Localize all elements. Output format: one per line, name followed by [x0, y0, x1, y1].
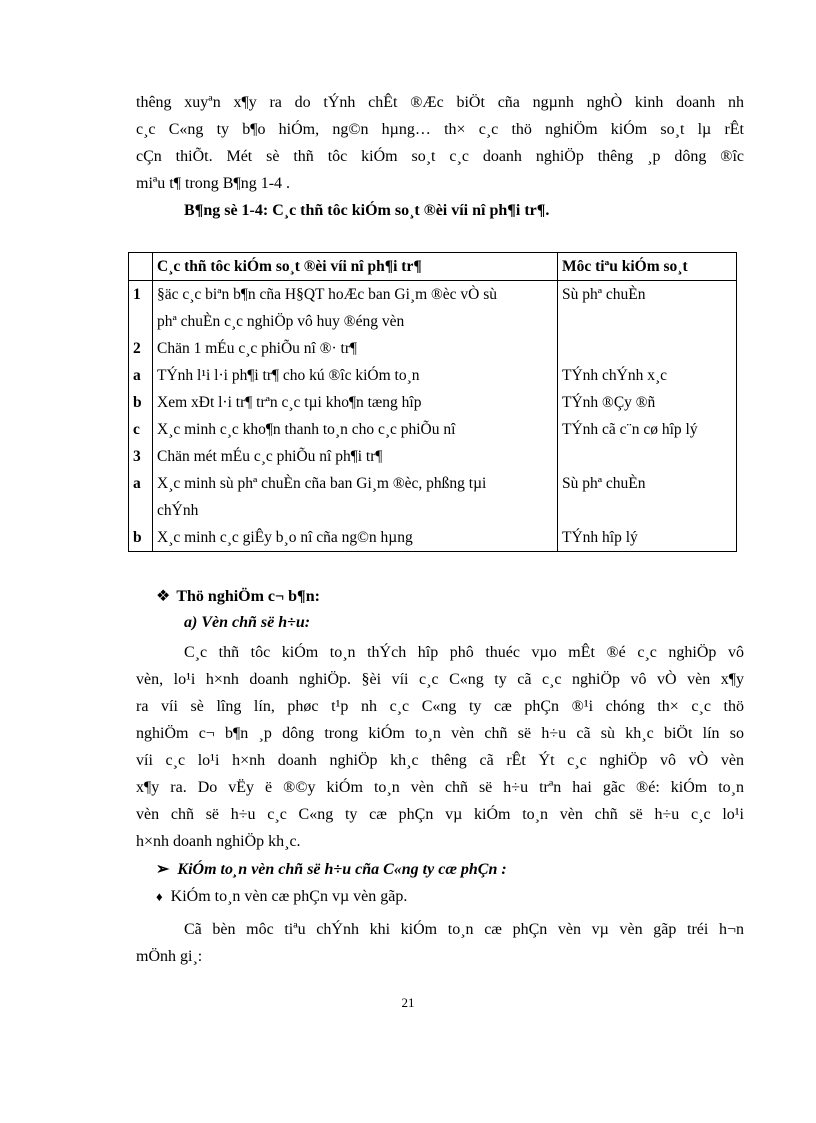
- arrow-subheading-text: KiÓm to¸n vèn chñ së h÷u cña C«ng ty cæ phÇn :: [177, 861, 507, 878]
- subsection-heading: a) Vèn chñ së h÷u:: [184, 614, 311, 631]
- row-objective: Sù phª chuÈn: [558, 470, 737, 497]
- row-number: 3: [129, 443, 153, 470]
- table-header-row: [129, 253, 737, 281]
- header-procedures-cell: C¸c thñ tôc kiÓm so¸t ®èi víi nî ph¶i tr¶: [153, 253, 558, 281]
- table-caption: B¶ng sè 1-4: C¸c thñ tôc kiÓm so¸t ®èi víi nî ph¶i tr¶.: [184, 202, 550, 219]
- text-line: C¸c thñ tôc kiÓm to¸n thÝch hîp phô thuéc vµo mÊt ®é c¸c nghiÖp vô: [184, 644, 744, 661]
- section-heading-text: Thö nghiÖm c¬ b¶n:: [176, 588, 320, 605]
- table-row: [129, 443, 737, 470]
- table-row: [129, 497, 737, 524]
- row-objective: [558, 443, 737, 470]
- table-row: [129, 335, 737, 362]
- header-objective-cell: Môc tiªu kiÓm so¸t: [558, 253, 737, 281]
- closing-paragraph: [136, 916, 744, 970]
- row-number: 1: [129, 281, 153, 309]
- table-row: [129, 308, 737, 335]
- row-procedure: phª chuÈn c¸c nghiÖp vô huy ®éng vèn: [153, 308, 558, 335]
- row-number: 2: [129, 335, 153, 362]
- header-no-cell: [129, 253, 153, 281]
- row-procedure: TÝnh l¹i l·i ph¶i tr¶ cho kú ®îc kiÓm to¸n: [153, 362, 558, 389]
- text-line: cÇn thiÕt. Mét sè thñ tôc kiÓm so¸t c¸c doanh nghiÖp thêng ¸p dông ®îc: [136, 148, 744, 165]
- text-line: h×nh doanh nghiÖp kh¸c.: [136, 833, 301, 850]
- arrow-bullet-icon: ➢: [156, 861, 170, 878]
- row-objective: TÝnh hîp lý: [558, 524, 737, 552]
- table-row: [129, 470, 737, 497]
- text-line: c¸c C«ng ty b¶o hiÓm, ng©n hµng… th× c¸c thö nghiÖm kiÓm so¸t lµ rÊt: [136, 121, 744, 138]
- table-row: [129, 362, 737, 389]
- row-procedure: chÝnh: [153, 497, 558, 524]
- text-line: víi c¸c lo¹i h×nh doanh nghiÖp kh¸c thêng cã rÊt Ýt c¸c nghiÖp vô vÒ vèn: [136, 752, 744, 769]
- audit-procedures-table: [128, 252, 737, 552]
- row-number: [129, 308, 153, 335]
- row-procedure: X¸c minh sù phª chuÈn cña ban Gi¸m ®èc, phßng tµi: [153, 470, 558, 497]
- text-line: vèn chñ së h÷u c¸c C«ng ty cæ phÇn vµ kiÓm to¸n vèn chñ së h÷u c¸c lo¹i: [136, 806, 744, 823]
- row-procedure: Chän mét mÉu c¸c phiÕu nî ph¶i tr¶: [153, 443, 558, 470]
- page-number: 21: [401, 995, 415, 1010]
- section-heading: [156, 586, 320, 606]
- diamond-bullet-icon: ♦: [156, 889, 163, 904]
- row-number: c: [129, 416, 153, 443]
- row-procedure: Chän 1 mÉu c¸c phiÕu nî ®· tr¶: [153, 335, 558, 362]
- star-bullet-icon: ❖: [156, 588, 171, 605]
- row-number: b: [129, 524, 153, 552]
- row-objective: Sù phª chuÈn: [558, 281, 737, 309]
- text-line: Cã bèn môc tiªu chÝnh khi kiÓm to¸n cæ phÇn vèn vµ vèn gãp tréi h¬n: [184, 921, 744, 938]
- body-paragraph: [136, 639, 744, 855]
- table-row: [129, 281, 737, 309]
- row-procedure: X¸c minh c¸c giÊy b¸o nî cña ng©n hµng: [153, 524, 558, 552]
- diamond-bullet-item: [156, 888, 407, 906]
- arrow-subheading: [156, 859, 507, 879]
- row-number: [129, 497, 153, 524]
- table-row: [129, 524, 737, 552]
- row-procedure: X¸c minh c¸c kho¶n thanh to¸n cho c¸c phiÕu nî: [153, 416, 558, 443]
- text-line: nghiÖm c¬ b¶n ¸p dông trong kiÓm to¸n vèn chñ së h÷u cã sù kh¸c biÖt lín so: [136, 725, 744, 742]
- text-line: ra víi sè lîng lín, phøc t¹p nh c¸c C«ng ty cæ phÇn ®¹i chóng th× c¸c thö: [136, 698, 744, 715]
- text-line: miªu t¶ trong B¶ng 1-4 .: [136, 175, 291, 192]
- row-number: a: [129, 362, 153, 389]
- table-row: [129, 416, 737, 443]
- table-row: [129, 389, 737, 416]
- text-line: x¶y ra. Do vËy ë ®©y kiÓm to¸n vèn chñ së h÷u trªn hai gãc ®é: kiÓm to¸n: [136, 779, 744, 796]
- text-line: mÖnh gi¸:: [136, 948, 203, 965]
- row-objective: [558, 335, 737, 362]
- diamond-bullet-text: KiÓm to¸n vèn cæ phÇn vµ vèn gãp.: [170, 888, 408, 905]
- row-objective: TÝnh cã c¨n cø hîp lý: [558, 416, 737, 443]
- row-number: a: [129, 470, 153, 497]
- row-objective: [558, 308, 737, 335]
- row-procedure: Xem xÐt l·i tr¶ trªn c¸c tµi kho¶n tæng hîp: [153, 389, 558, 416]
- intro-paragraph: [136, 89, 744, 197]
- text-line: thêng xuyªn x¶y ra do tÝnh chÊt ®Æc biÖt cña ngµnh nghÒ kinh doanh nh: [136, 94, 744, 111]
- row-objective: TÝnh chÝnh x¸c: [558, 362, 737, 389]
- row-objective: TÝnh ®Çy ®ñ: [558, 389, 737, 416]
- row-procedure: §äc c¸c biªn b¶n cña H§QT hoÆc ban Gi¸m ®èc vÒ sù: [153, 281, 558, 309]
- text-line: vèn, lo¹i h×nh doanh nghiÖp. §èi víi c¸c C«ng ty cã c¸c nghiÖp vô vÒ vèn x¶y: [136, 671, 744, 688]
- row-objective: [558, 497, 737, 524]
- row-number: b: [129, 389, 153, 416]
